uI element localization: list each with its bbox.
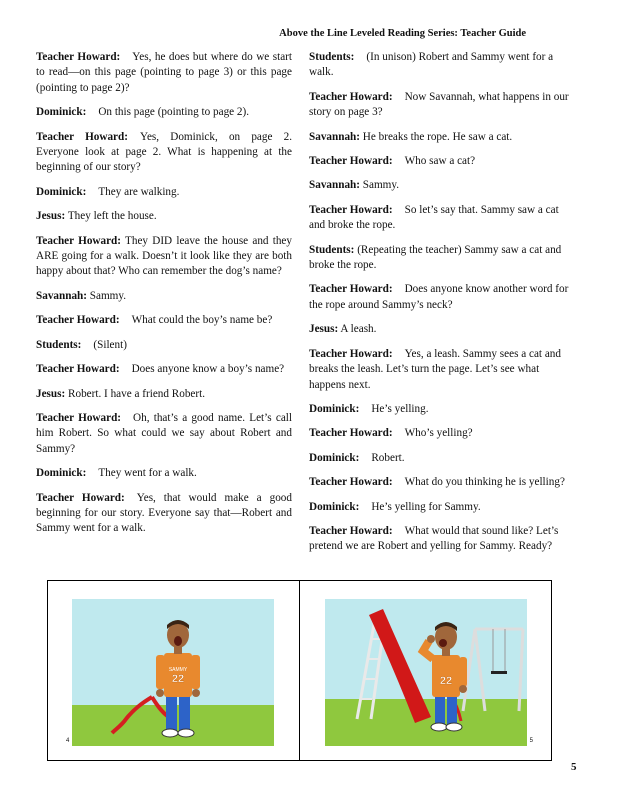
dialogue-text: Yes, he does but where do we start to read—on this page (pointing to page 3) or this page (pointing to page 2)? bbox=[36, 51, 293, 94]
jersey-number: 22 bbox=[439, 675, 453, 687]
dialogue-text: He’s yelling for Sammy. bbox=[371, 500, 481, 513]
jersey-number: 22 bbox=[171, 673, 185, 685]
speaker-label: Teacher Howard: bbox=[36, 491, 125, 504]
speaker-label: Teacher Howard: bbox=[36, 363, 120, 376]
storybook-page-number: 5 bbox=[529, 738, 533, 744]
dialogue-text: What do you thinking he is yelling? bbox=[404, 476, 565, 489]
speaker-label: Teacher Howard: bbox=[309, 155, 393, 168]
dialogue-turn bbox=[309, 500, 571, 515]
dialogue-turn bbox=[36, 50, 292, 96]
dialogue-turn bbox=[36, 313, 292, 328]
dialogue-text: He’s yelling. bbox=[371, 402, 429, 415]
dialogue-text: Yes, that would make a good beginning for our story. Everyone say that—Robert and Sammy went for a walk. bbox=[36, 491, 292, 535]
speaker-label: Dominick: bbox=[309, 451, 360, 464]
dialogue-text: What would that sound like? Let’s pretend we are Robert and yelling for Sammy. Ready? bbox=[309, 524, 559, 553]
dialogue-turn bbox=[309, 130, 571, 145]
dialogue-turn bbox=[309, 203, 571, 234]
speaker-label: Dominick: bbox=[36, 185, 87, 198]
dialogue-turn bbox=[36, 491, 292, 537]
dialogue-turn bbox=[309, 282, 571, 313]
running-head: Above the Line Leveled Reading Series: Teacher Guide bbox=[279, 28, 526, 39]
dialogue-turn bbox=[309, 451, 571, 466]
dialogue-text: Yes, Dominick, on page 2. Everyone look at page 2. What is happening at the beginning of our story? bbox=[36, 130, 293, 174]
speaker-label: Teacher Howard: bbox=[309, 203, 393, 216]
dialogue-text: Now Savannah, what happens in our story on page 3? bbox=[309, 90, 569, 119]
storybook-figure bbox=[47, 580, 552, 761]
dialogue-text: Sammy. bbox=[362, 179, 400, 192]
dialogue-text: (In unison) Robert and Sammy went for a walk. bbox=[309, 51, 554, 79]
dialogue-turn bbox=[309, 524, 571, 555]
speaker-label: Dominick: bbox=[36, 467, 87, 480]
figure-divider bbox=[299, 581, 300, 760]
speaker-label: Teacher Howard: bbox=[309, 347, 393, 360]
dialogue-turn bbox=[36, 105, 292, 120]
transcript-right-column bbox=[309, 50, 571, 564]
dialogue-text: They went for a walk. bbox=[98, 467, 197, 480]
speaker-label: Teacher Howard: bbox=[309, 476, 393, 489]
dialogue-turn bbox=[36, 387, 292, 402]
speaker-label: Teacher Howard: bbox=[309, 427, 393, 440]
dialogue-turn bbox=[309, 154, 571, 169]
dialogue-turn bbox=[309, 322, 571, 337]
page-number: 5 bbox=[571, 761, 577, 773]
speaker-label: Jesus: bbox=[36, 210, 66, 223]
dialogue-turn bbox=[36, 362, 292, 377]
dialogue-turn bbox=[309, 402, 571, 417]
dialogue-text: Sammy. bbox=[89, 289, 127, 302]
dialogue-text: Yes, a leash. Sammy sees a cat and breaks the leash. Let’s turn the page. Let’s see what happens next. bbox=[309, 347, 561, 391]
speaker-label: Savannah: bbox=[36, 289, 87, 302]
dialogue-turn bbox=[309, 426, 571, 441]
dialogue-text: He breaks the rope. He saw a cat. bbox=[362, 130, 513, 143]
dialogue-text: They are walking. bbox=[98, 185, 180, 198]
dialogue-turn bbox=[309, 243, 571, 274]
speaker-label: Teacher Howard: bbox=[309, 283, 393, 296]
dialogue-text: Robert. bbox=[371, 451, 405, 464]
speaker-label: Teacher Howard: bbox=[36, 411, 122, 424]
speaker-label: Teacher Howard: bbox=[36, 51, 121, 63]
dialogue-text: What could the boy’s name be? bbox=[131, 314, 273, 327]
speaker-label: Dominick: bbox=[309, 402, 360, 415]
storybook-page-5-illustration bbox=[325, 599, 533, 746]
dialogue-turn bbox=[309, 178, 571, 193]
speaker-label: Teacher Howard: bbox=[36, 234, 122, 247]
dialogue-turn bbox=[36, 209, 292, 224]
dialogue-text: On this page (pointing to page 2). bbox=[98, 106, 250, 119]
transcript-left-column bbox=[36, 50, 292, 546]
speaker-label: Savannah: bbox=[309, 179, 360, 192]
speaker-label: Dominick: bbox=[36, 106, 87, 119]
dialogue-text: (Repeating the teacher) Sammy saw a cat and broke the rope. bbox=[309, 243, 562, 272]
dialogue-turn bbox=[36, 130, 292, 176]
dialogue-text: Does anyone know another word for the rope around Sammy’s neck? bbox=[309, 283, 569, 311]
dialogue-text: They left the house. bbox=[67, 210, 157, 223]
speaker-label: Savannah: bbox=[309, 130, 360, 143]
dialogue-turn bbox=[36, 289, 292, 304]
speaker-label: Teacher Howard: bbox=[309, 90, 393, 103]
dialogue-text: Robert. I have a friend Robert. bbox=[68, 387, 206, 400]
dialogue-turn bbox=[36, 411, 292, 457]
dialogue-text: They DID leave the house and they ARE going for a walk. Doesn’t it look like they are both happy about that? Who can remember the dog’s name? bbox=[36, 234, 292, 278]
dialogue-text: Does anyone know a boy’s name? bbox=[131, 363, 285, 376]
dialogue-text: A leash. bbox=[340, 323, 377, 336]
speaker-label: Teacher Howard: bbox=[36, 314, 120, 327]
storybook-page-4-illustration bbox=[66, 599, 274, 746]
speaker-label: Jesus: bbox=[309, 323, 339, 336]
speaker-label: Jesus: bbox=[36, 387, 66, 400]
speaker-label: Students: bbox=[309, 243, 355, 256]
dialogue-text: (Silent) bbox=[93, 338, 127, 351]
dialogue-turn bbox=[309, 90, 571, 121]
dialogue-turn bbox=[36, 466, 292, 481]
speaker-label: Students: bbox=[36, 338, 82, 351]
dialogue-turn bbox=[309, 347, 571, 393]
dialogue-turn bbox=[36, 338, 292, 353]
dialogue-text: Who’s yelling? bbox=[404, 427, 473, 440]
speaker-label: Students: bbox=[309, 51, 355, 63]
dialogue-text: Who saw a cat? bbox=[404, 155, 476, 168]
dialogue-turn bbox=[309, 50, 571, 81]
dialogue-text: Oh, that’s a good name. Let’s call him Robert. So what could we say about Robert and Sammy? bbox=[36, 411, 292, 455]
speaker-label: Teacher Howard: bbox=[36, 130, 128, 143]
dialogue-text: So let’s say that. Sammy saw a cat and broke the rope. bbox=[309, 203, 559, 232]
svg-text:SAMMY: SAMMY bbox=[168, 667, 188, 673]
speaker-label: Teacher Howard: bbox=[309, 524, 393, 537]
dialogue-turn bbox=[36, 185, 292, 200]
storybook-page-number: 4 bbox=[66, 738, 70, 744]
dialogue-turn bbox=[36, 234, 292, 280]
speaker-label: Dominick: bbox=[309, 500, 360, 513]
dialogue-turn bbox=[309, 475, 571, 490]
